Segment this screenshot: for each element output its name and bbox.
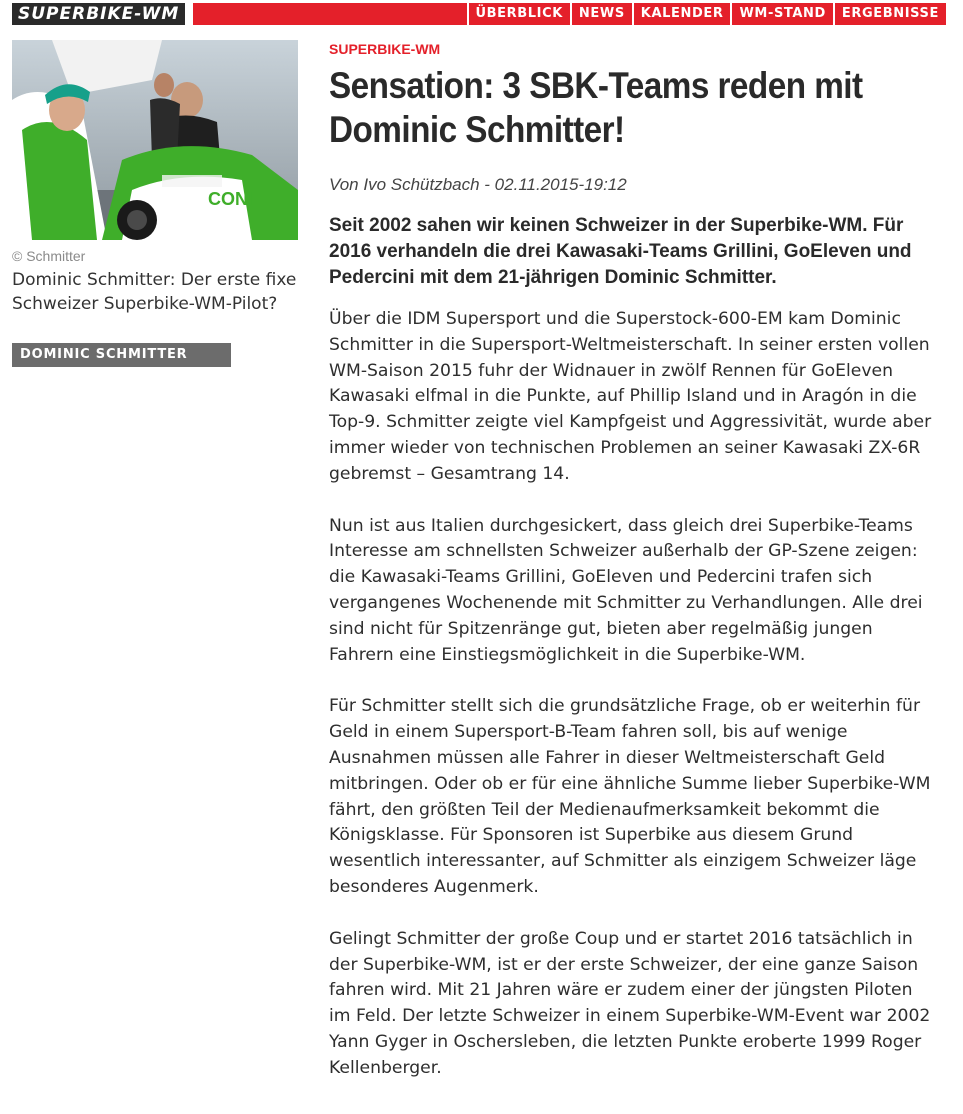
sidebar xyxy=(12,40,298,367)
photo-caption: Dominic Schmitter: Der erste fixe Schweizer Superbike-WM-Pilot? xyxy=(12,270,297,314)
brand-logo[interactable]: SUPERBIKE-WM xyxy=(12,3,185,25)
article-paragraph: Über die IDM Supersport und die Superstock-600-EM kam Dominic Schmitter in die Supersport-Weltmeisterschaft. In seiner ersten vollen WM-Saison 2015 fuhr der Widnauer in zwölf Rennen für GoEleven Kawasaki elfmal in die Punkte, auf Phillip Island und in Aragón in die Top-9. Schmitter zeigte viel Kampfgeist und Aggressivität, wurde aber immer wieder von technischen Problemen an seiner Kawasaki ZX-6R gebremst – Gesamtrang 14. xyxy=(329,309,932,484)
article-lead: Seit 2002 sahen wir keinen Schweizer in der Superbike-WM. Für 2016 verhandeln die drei Kawasaki-Teams Grillini, GoEleven und Pedercini mit dem 21-jährigen Dominic Schmitter. xyxy=(329,215,912,288)
article-title: Sensation: 3 SBK-Teams reden mit Dominic Schmitter! xyxy=(329,65,863,150)
top-navigation-bar xyxy=(0,0,963,28)
article-paragraph: Gelingt Schmitter der große Coup und er startet 2016 tatsächlich in der Superbike-WM, ist er der erste Schweizer, der eine ganze Saison fahren wird. Mit 21 Jahren wäre er zudem einer der jüngsten Piloten im Feld. Der letzte Schweizer in einem Superbike-WM-Event war 2002 Yann Gyger in Oschersleben, die letzten Punkte eroberte 1999 Roger Kellenberger. xyxy=(329,928,931,1078)
article-paragraph: Nun ist aus Italien durchgesickert, dass gleich drei Superbike-Teams Interesse am schnellsten Schweizer außerhalb der GP-Szene zeigen: die Kawasaki-Teams Grillini, GoEleven und Pedercini trafen sich vergangenes Wochenende mit Schmitter zu Verhandlungen. Alle drei sind nicht für Spitzenränge gut, bieten aber regelmäßig jungen Fahrern eine Einstiegsmöglichkeit in die Superbike-WM. xyxy=(329,515,923,665)
article-kicker[interactable]: SUPERBIKE-WM xyxy=(329,41,441,57)
photo-credit: © Schmitter xyxy=(12,248,86,264)
article-paragraph: Für Schmitter stellt sich die grundsätzliche Frage, ob er weiterhin für Geld in einem Supersport-B-Team fahren soll, bis auf wenige Ausnahmen müssen alle Fahrer in dieser Weltmeisterschaft Geld mitbringen. Oder ob er für eine ähnliche Summe lieber Superbike-WM fährt, den größten Teil der Medienaufmerksamkeit bekommt die Königsklasse. Für Sponsoren ist Superbike aus diesem Grund wesentlich interessanter, auf Schmitter als einzigem Schweizer läge besonderes Augenmerk. xyxy=(329,696,931,897)
article-byline: Von Ivo Schützbach - 02.11.2015-19:12 xyxy=(329,175,627,194)
nav-item-ueberblick[interactable]: ÜBERBLICK xyxy=(467,3,570,25)
section-nav xyxy=(193,3,946,25)
nav-item-ergebnisse[interactable]: ERGEBNISSE xyxy=(833,3,946,25)
nav-item-wm-stand[interactable]: WM-STAND xyxy=(730,3,832,25)
article-photo[interactable] xyxy=(12,40,298,240)
rider-photo-illustration xyxy=(12,40,298,240)
tag-dominic-schmitter[interactable]: DOMINIC SCHMITTER xyxy=(12,343,231,367)
photo-sponsor-text: CONI xyxy=(208,189,253,209)
nav-item-kalender[interactable]: KALENDER xyxy=(632,3,731,25)
article xyxy=(329,40,939,1082)
nav-item-news[interactable]: NEWS xyxy=(570,3,632,25)
